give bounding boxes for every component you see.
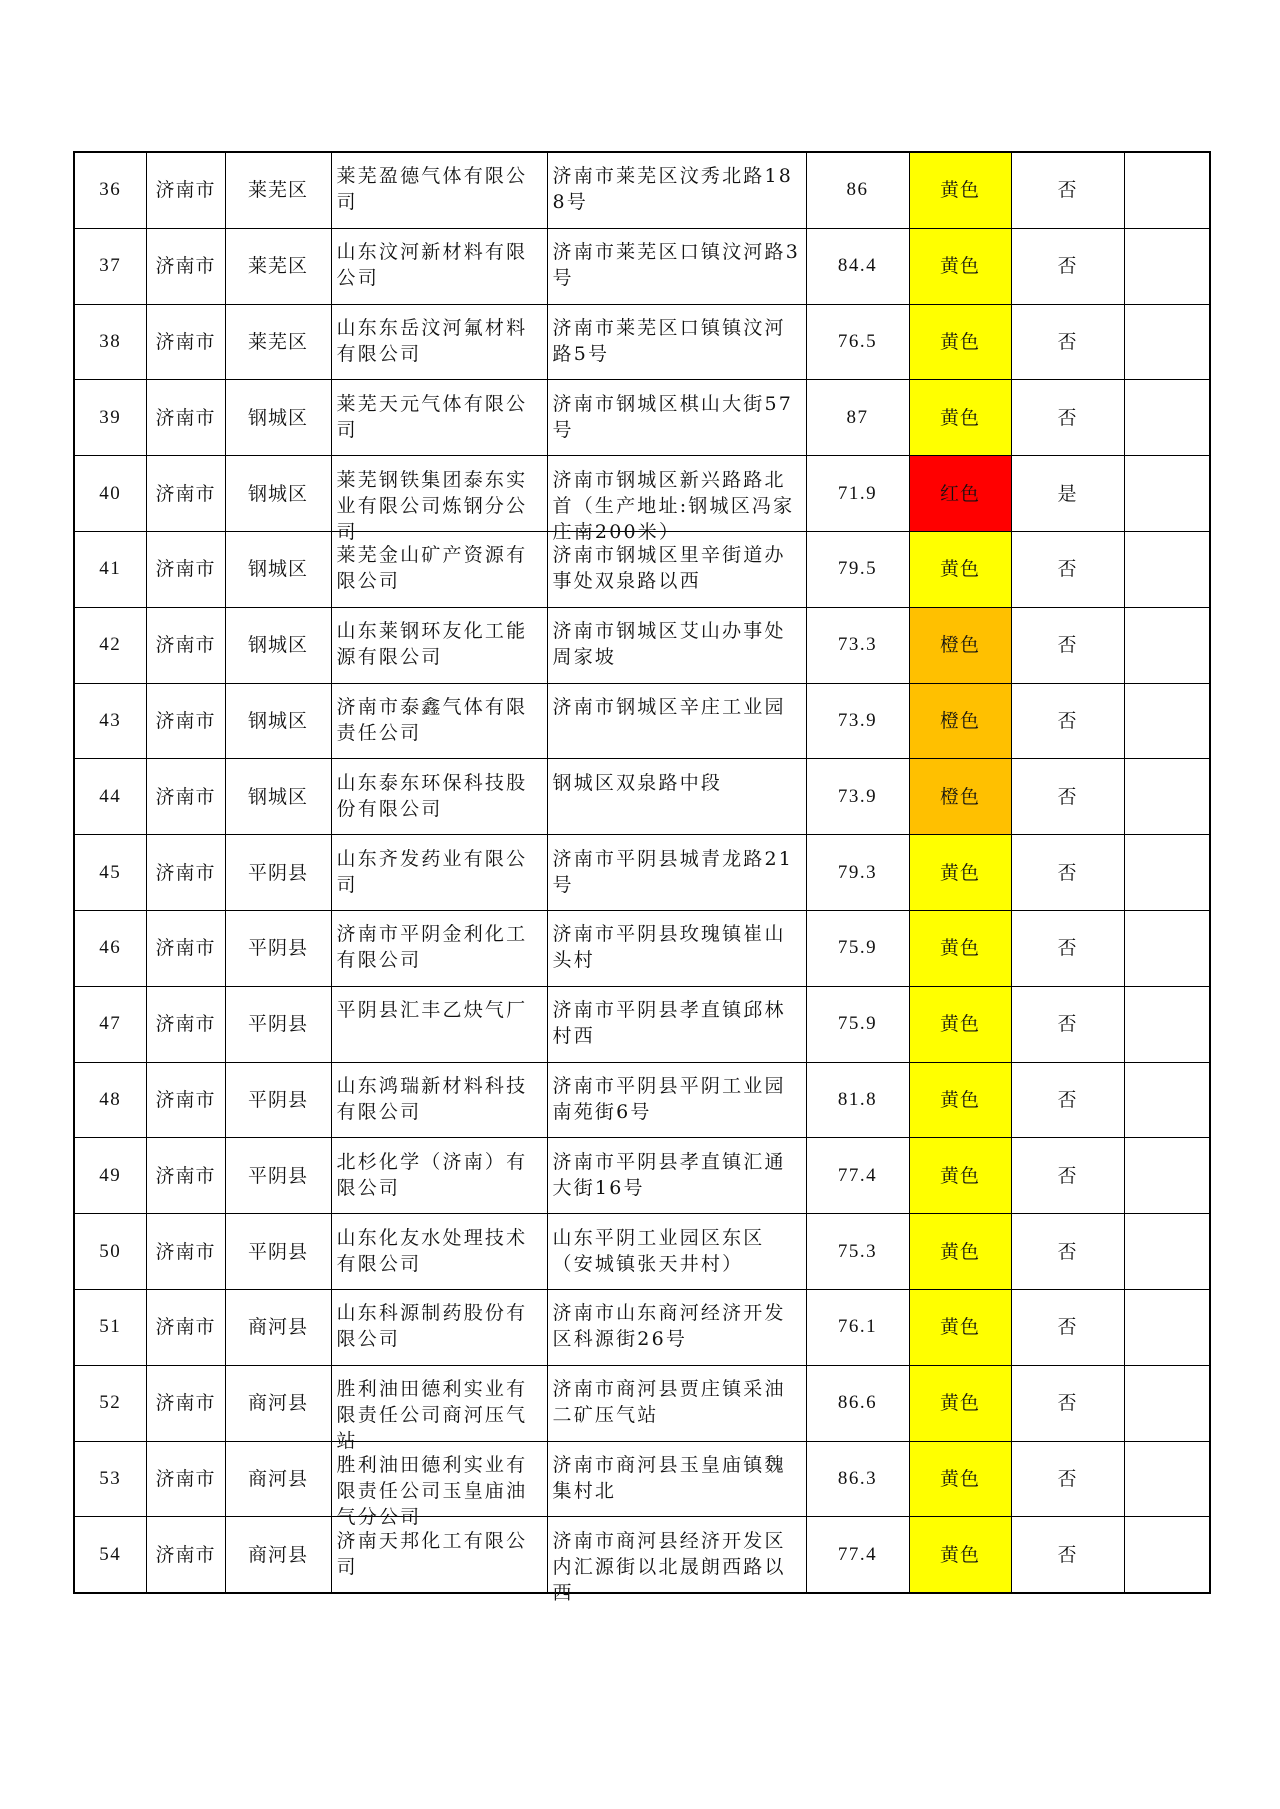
company-name-cell xyxy=(331,986,547,1062)
address-text: 济南市平阴县平阴工业园南苑街6号 xyxy=(552,1074,786,1123)
table-row xyxy=(74,152,1210,228)
row-number-cell: 47 xyxy=(74,986,146,1062)
company-name-text: 山东东岳汶河氟材料有限公司 xyxy=(336,316,528,365)
row-number-cell: 51 xyxy=(74,1289,146,1365)
risk-level-cell: 黄色 xyxy=(909,986,1011,1062)
company-name-cell xyxy=(331,304,547,380)
risk-level-cell: 黄色 xyxy=(909,1138,1011,1214)
score-cell: 73.9 xyxy=(806,683,909,759)
company-name-text: 莱芜盈德气体有限公司 xyxy=(336,165,528,214)
remarks-cell xyxy=(1124,910,1210,986)
district-cell: 莱芜区 xyxy=(225,152,331,228)
address-cell xyxy=(547,152,806,228)
row-number-cell: 53 xyxy=(74,1441,146,1517)
district-cell: 商河县 xyxy=(225,1441,331,1517)
table-body xyxy=(74,152,1210,1604)
major-hazard-cell: 否 xyxy=(1011,304,1124,380)
table-row xyxy=(74,1062,1210,1138)
risk-level-cell: 黄色 xyxy=(909,835,1011,911)
remarks-cell xyxy=(1124,1138,1210,1214)
score-cell: 77.4 xyxy=(806,1517,909,1593)
score-cell: 87 xyxy=(806,380,909,456)
address-cell xyxy=(547,531,806,607)
company-name-cell xyxy=(331,1517,547,1593)
company-name-cell xyxy=(331,683,547,759)
company-name-text: 平阴县汇丰乙炔气厂 xyxy=(336,999,528,1022)
risk-level-cell: 黄色 xyxy=(909,1062,1011,1138)
major-hazard-cell: 否 xyxy=(1011,607,1124,683)
table-row xyxy=(74,835,1210,911)
remarks-cell xyxy=(1124,759,1210,835)
score-cell: 76.5 xyxy=(806,304,909,380)
district-cell: 钢城区 xyxy=(225,456,331,532)
score-cell: 79.3 xyxy=(806,835,909,911)
major-hazard-cell: 否 xyxy=(1011,1138,1124,1214)
city-cell: 济南市 xyxy=(146,910,225,986)
table-row xyxy=(74,683,1210,759)
score-cell: 79.5 xyxy=(806,531,909,607)
address-cell xyxy=(547,910,806,986)
row-number-cell: 36 xyxy=(74,152,146,228)
major-hazard-cell: 否 xyxy=(1011,1062,1124,1138)
row-number-cell: 49 xyxy=(74,1138,146,1214)
score-cell: 86 xyxy=(806,152,909,228)
company-name-cell xyxy=(331,910,547,986)
row-number-cell: 41 xyxy=(74,531,146,607)
row-number-cell: 48 xyxy=(74,1062,146,1138)
table-row xyxy=(74,910,1210,986)
table-row xyxy=(74,1214,1210,1290)
remarks-cell xyxy=(1124,304,1210,380)
risk-level-cell: 黄色 xyxy=(909,304,1011,380)
district-cell: 钢城区 xyxy=(225,683,331,759)
remarks-cell xyxy=(1124,1517,1210,1593)
risk-level-cell: 黄色 xyxy=(909,1365,1011,1441)
remarks-cell xyxy=(1124,1214,1210,1290)
company-name-text: 胜利油田德利实业有限责任公司商河压气站 xyxy=(336,1378,528,1453)
row-number-cell: 54 xyxy=(74,1517,146,1593)
company-name-cell xyxy=(331,1441,547,1528)
company-name-text: 山东齐发药业有限公司 xyxy=(336,847,528,896)
company-name-cell xyxy=(331,607,547,683)
remarks-cell xyxy=(1124,1289,1210,1365)
city-cell: 济南市 xyxy=(146,986,225,1062)
address-cell xyxy=(547,228,806,304)
company-name-text: 山东鸿瑞新材料科技有限公司 xyxy=(336,1074,528,1123)
company-name-cell xyxy=(331,1214,547,1290)
address-text: 济南市钢城区新兴路路北首（生产地址:钢城区冯家庄南200米） xyxy=(552,468,795,543)
score-cell: 76.1 xyxy=(806,1289,909,1365)
remarks-cell xyxy=(1124,531,1210,607)
table-row xyxy=(74,986,1210,1062)
row-number-cell: 42 xyxy=(74,607,146,683)
company-name-cell xyxy=(331,835,547,911)
city-cell: 济南市 xyxy=(146,607,225,683)
row-number-cell: 40 xyxy=(74,456,146,532)
address-text: 济南市钢城区艾山办事处周家坡 xyxy=(552,620,786,669)
score-cell: 77.4 xyxy=(806,1138,909,1214)
city-cell: 济南市 xyxy=(146,456,225,532)
address-cell xyxy=(547,1517,806,1604)
address-text: 山东平阴工业园区东区（安城镇张天井村） xyxy=(552,1226,765,1275)
address-text: 济南市商河县玉皇庙镇魏集村北 xyxy=(552,1453,786,1502)
company-name-cell xyxy=(331,531,547,607)
major-hazard-cell: 否 xyxy=(1011,531,1124,607)
major-hazard-cell: 否 xyxy=(1011,1289,1124,1365)
risk-level-cell: 橙色 xyxy=(909,607,1011,683)
district-cell: 商河县 xyxy=(225,1365,331,1441)
company-name-text: 山东汶河新材料有限公司 xyxy=(336,241,528,290)
remarks-cell xyxy=(1124,683,1210,759)
district-cell: 钢城区 xyxy=(225,759,331,835)
address-cell xyxy=(547,986,806,1062)
city-cell: 济南市 xyxy=(146,1289,225,1365)
major-hazard-cell: 否 xyxy=(1011,910,1124,986)
risk-level-cell: 红色 xyxy=(909,456,1011,532)
table-row xyxy=(74,531,1210,607)
address-text: 济南市平阴县孝直镇邱林村西 xyxy=(552,999,786,1048)
major-hazard-cell: 否 xyxy=(1011,759,1124,835)
company-name-text: 山东科源制药股份有限公司 xyxy=(336,1302,528,1351)
major-hazard-cell: 否 xyxy=(1011,1365,1124,1441)
remarks-cell xyxy=(1124,986,1210,1062)
score-cell: 75.3 xyxy=(806,1214,909,1290)
score-cell: 84.4 xyxy=(806,228,909,304)
company-name-cell xyxy=(331,228,547,304)
city-cell: 济南市 xyxy=(146,1138,225,1214)
table-row xyxy=(74,1138,1210,1214)
score-cell: 71.9 xyxy=(806,456,909,532)
district-cell: 平阴县 xyxy=(225,835,331,911)
remarks-cell xyxy=(1124,1062,1210,1138)
address-cell xyxy=(547,380,806,456)
score-cell: 73.3 xyxy=(806,607,909,683)
company-name-text: 莱芜钢铁集团泰东实业有限公司炼钢分公司 xyxy=(336,468,528,543)
row-number-cell: 50 xyxy=(74,1214,146,1290)
address-cell xyxy=(547,683,806,759)
company-name-cell xyxy=(331,1138,547,1214)
address-cell xyxy=(547,1138,806,1214)
company-name-text: 胜利油田德利实业有限责任公司玉皇庙油气分公司 xyxy=(336,1453,528,1528)
company-name-text: 莱芜天元气体有限公司 xyxy=(336,392,528,441)
score-cell: 86.3 xyxy=(806,1441,909,1517)
address-cell xyxy=(547,835,806,911)
city-cell: 济南市 xyxy=(146,1517,225,1593)
city-cell: 济南市 xyxy=(146,835,225,911)
address-text: 济南市莱芜区口镇镇汶河路5号 xyxy=(552,316,786,365)
address-cell xyxy=(547,759,806,835)
remarks-cell xyxy=(1124,835,1210,911)
district-cell: 莱芜区 xyxy=(225,228,331,304)
risk-level-cell: 黄色 xyxy=(909,380,1011,456)
address-cell xyxy=(547,1062,806,1138)
city-cell: 济南市 xyxy=(146,380,225,456)
major-hazard-cell: 否 xyxy=(1011,835,1124,911)
district-cell: 平阴县 xyxy=(225,910,331,986)
major-hazard-cell: 否 xyxy=(1011,152,1124,228)
score-cell: 73.9 xyxy=(806,759,909,835)
address-cell xyxy=(547,304,806,380)
table-row xyxy=(74,759,1210,835)
risk-level-cell: 黄色 xyxy=(909,228,1011,304)
major-hazard-cell: 否 xyxy=(1011,1441,1124,1517)
district-cell: 钢城区 xyxy=(225,380,331,456)
address-text: 济南市山东商河经济开发区科源街26号 xyxy=(552,1302,786,1351)
district-cell: 钢城区 xyxy=(225,531,331,607)
score-cell: 75.9 xyxy=(806,910,909,986)
risk-level-cell: 黄色 xyxy=(909,910,1011,986)
district-cell: 平阴县 xyxy=(225,1138,331,1214)
remarks-cell xyxy=(1124,152,1210,228)
major-hazard-cell: 否 xyxy=(1011,1517,1124,1593)
risk-level-cell: 橙色 xyxy=(909,683,1011,759)
company-name-text: 山东莱钢环友化工能源有限公司 xyxy=(336,620,528,669)
company-name-text: 北杉化学（济南）有限公司 xyxy=(336,1150,528,1199)
city-cell: 济南市 xyxy=(146,228,225,304)
company-name-cell xyxy=(331,759,547,835)
address-text: 济南市商河县贾庄镇采油二矿压气站 xyxy=(552,1378,786,1427)
company-name-text: 济南市泰鑫气体有限责任公司 xyxy=(336,695,528,744)
table-row xyxy=(74,1365,1210,1441)
score-cell: 86.6 xyxy=(806,1365,909,1441)
district-cell: 商河县 xyxy=(225,1517,331,1593)
address-text: 济南市平阴县城青龙路21号 xyxy=(552,847,794,896)
row-number-cell: 44 xyxy=(74,759,146,835)
city-cell: 济南市 xyxy=(146,1062,225,1138)
table-row xyxy=(74,1441,1210,1517)
major-hazard-cell: 是 xyxy=(1011,456,1124,532)
risk-level-cell: 黄色 xyxy=(909,1441,1011,1517)
address-text: 济南市钢城区棋山大街57号 xyxy=(552,392,794,441)
address-text: 济南市钢城区辛庄工业园 xyxy=(552,695,786,718)
address-text: 济南市钢城区里辛街道办事处双泉路以西 xyxy=(552,544,786,593)
address-cell xyxy=(547,1365,806,1441)
risk-level-cell: 黄色 xyxy=(909,1289,1011,1365)
risk-level-cell: 黄色 xyxy=(909,152,1011,228)
remarks-cell xyxy=(1124,228,1210,304)
major-hazard-cell: 否 xyxy=(1011,986,1124,1062)
risk-level-cell: 黄色 xyxy=(909,1214,1011,1290)
row-number-cell: 38 xyxy=(74,304,146,380)
major-hazard-cell: 否 xyxy=(1011,228,1124,304)
company-name-text: 济南天邦化工有限公司 xyxy=(336,1529,528,1578)
district-cell: 平阴县 xyxy=(225,1062,331,1138)
risk-level-cell: 橙色 xyxy=(909,759,1011,835)
company-name-text: 莱芜金山矿产资源有限公司 xyxy=(336,544,528,593)
company-name-cell xyxy=(331,1062,547,1138)
company-name-cell xyxy=(331,1289,547,1365)
city-cell: 济南市 xyxy=(146,152,225,228)
address-text: 济南市莱芜区口镇汶河路3号 xyxy=(552,241,800,290)
address-cell xyxy=(547,1289,806,1365)
address-cell xyxy=(547,1214,806,1290)
company-name-text: 山东化友水处理技术有限公司 xyxy=(336,1226,528,1275)
address-cell xyxy=(547,607,806,683)
city-cell: 济南市 xyxy=(146,759,225,835)
address-text: 济南市商河县经济开发区内汇源街以北晟朗西路以西 xyxy=(552,1529,786,1604)
table-row xyxy=(74,1517,1210,1593)
major-hazard-cell: 否 xyxy=(1011,683,1124,759)
district-cell: 钢城区 xyxy=(225,607,331,683)
table-row xyxy=(74,607,1210,683)
address-text: 钢城区双泉路中段 xyxy=(552,771,723,794)
table-row xyxy=(74,228,1210,304)
district-cell: 商河县 xyxy=(225,1289,331,1365)
enterprise-risk-table xyxy=(73,151,1211,1604)
remarks-cell xyxy=(1124,456,1210,532)
remarks-cell xyxy=(1124,1441,1210,1517)
address-text: 济南市平阴县玫瑰镇崔山头村 xyxy=(552,923,786,972)
address-text: 济南市莱芜区汶秀北路188号 xyxy=(552,165,794,214)
city-cell: 济南市 xyxy=(146,1365,225,1441)
company-name-text: 济南市平阴金利化工有限公司 xyxy=(336,923,528,972)
table-row xyxy=(74,380,1210,456)
risk-level-cell: 黄色 xyxy=(909,531,1011,607)
major-hazard-cell: 否 xyxy=(1011,380,1124,456)
table-row xyxy=(74,1289,1210,1365)
company-name-cell xyxy=(331,456,547,543)
table-row xyxy=(74,304,1210,380)
city-cell: 济南市 xyxy=(146,1441,225,1517)
row-number-cell: 39 xyxy=(74,380,146,456)
city-cell: 济南市 xyxy=(146,1214,225,1290)
row-number-cell: 45 xyxy=(74,835,146,911)
district-cell: 平阴县 xyxy=(225,1214,331,1290)
company-name-text: 山东泰东环保科技股份有限公司 xyxy=(336,771,528,820)
remarks-cell xyxy=(1124,380,1210,456)
risk-level-cell: 黄色 xyxy=(909,1517,1011,1593)
row-number-cell: 43 xyxy=(74,683,146,759)
score-cell: 81.8 xyxy=(806,1062,909,1138)
city-cell: 济南市 xyxy=(146,683,225,759)
address-text: 济南市平阴县孝直镇汇通大街16号 xyxy=(552,1150,786,1199)
row-number-cell: 52 xyxy=(74,1365,146,1441)
address-cell xyxy=(547,1441,806,1517)
major-hazard-cell: 否 xyxy=(1011,1214,1124,1290)
row-number-cell: 37 xyxy=(74,228,146,304)
company-name-cell xyxy=(331,152,547,228)
district-cell: 莱芜区 xyxy=(225,304,331,380)
district-cell: 平阴县 xyxy=(225,986,331,1062)
company-name-cell xyxy=(331,380,547,456)
city-cell: 济南市 xyxy=(146,531,225,607)
table-row xyxy=(74,456,1210,532)
address-cell xyxy=(547,456,806,543)
remarks-cell xyxy=(1124,1365,1210,1441)
remarks-cell xyxy=(1124,607,1210,683)
company-name-cell xyxy=(331,1365,547,1453)
score-cell: 75.9 xyxy=(806,986,909,1062)
city-cell: 济南市 xyxy=(146,304,225,380)
row-number-cell: 46 xyxy=(74,910,146,986)
